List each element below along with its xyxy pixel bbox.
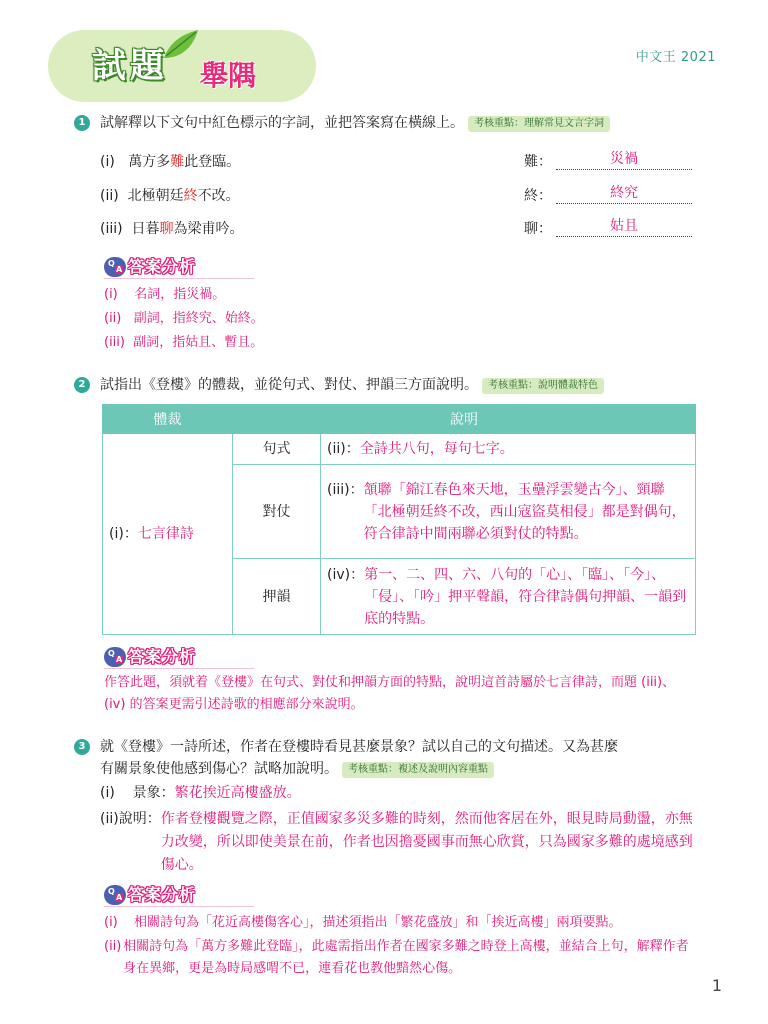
desc-cell: (ii)： 全詩共八句，每句七字。 xyxy=(321,434,696,465)
question-2-tag: 考核重點：說明體裁特色 xyxy=(482,378,604,394)
question-number-3: 3 xyxy=(74,739,90,755)
page-title: 試題 xyxy=(92,46,168,86)
genre-table xyxy=(102,404,696,635)
q3-item-2: (ii) 說明： 作者登樓觀覽之際，正值國家多災多難的時刻，然而他客居在外，眼見時局動盪，亦無力改變，所以即使美景在前，作者也因擔憂國事而無心欣賞，只為國家多難的處境感到傷心。 xyxy=(100,811,693,873)
q3-item-1: (i) 景象：繁花挨近高樓盛放。 xyxy=(100,785,301,801)
brand-label: 中文王 2021 xyxy=(635,50,716,65)
question-1-tag: 考核重點：理解常見文言字詞 xyxy=(468,116,610,132)
question-3-tag: 考核重點：複述及說明內容重點 xyxy=(342,762,494,778)
q3-analysis-badge: Q A 答案分析 xyxy=(104,884,224,906)
q1-item-1: (i) 萬方多難此登臨。 xyxy=(100,154,241,170)
question-number-1: 1 xyxy=(74,115,90,131)
aspect-cell: 押韻 xyxy=(233,559,321,635)
divider xyxy=(104,906,254,907)
divider xyxy=(104,278,254,279)
desc-cell: (iv)： 第一、二、四、六、八句的「心」、「臨」、「今」、「侵」、「吟」押平聲韻，符合律詩偶句押韻、一韻到底的特點。 xyxy=(321,559,696,635)
aspect-cell: 句式 xyxy=(233,434,321,465)
desc-cell: (iii)： 頷聯「錦江春色來天地，玉壘浮雲變古今」、頸聯「北極朝廷終不改，西山寇盜莫相侵」都是對偶句，符合律詩中間兩聯必須對仗的特點。 xyxy=(321,465,696,559)
q1-analysis-2: (ii) 副詞，指終究、始終。 xyxy=(104,311,264,326)
q1-char-3: 聊： xyxy=(524,221,552,237)
qa-icon: Q A xyxy=(104,647,126,667)
q1-analysis-3: (iii) 副詞，指姑且、暫且。 xyxy=(104,335,264,350)
question-2-prompt: 試指出《登樓》的體裁，並從句式、對仗、押韻三方面說明。 考核重點：說明體裁特色 xyxy=(100,374,720,396)
qa-icon: Q A xyxy=(104,257,126,277)
question-number-2: 2 xyxy=(74,377,90,393)
q1-char-1: 難： xyxy=(524,154,552,170)
page-number: 1 xyxy=(711,976,722,995)
q1-answer-1: 災禍 xyxy=(556,152,692,170)
q2-analysis-badge: Q A 答案分析 xyxy=(104,646,224,668)
q3-analysis-2: (ii) 相關詩句為「萬方多難此登臨」，此處需指出作者在國家多難之時登上高樓，並結合上句，解釋作者身在異鄉，更是為時局感喟不已，連看花也教他黯然心傷。 xyxy=(104,939,689,976)
q2-analysis-text: 作答此題，須就着《登樓》在句式、對仗和押韻方面的特點，說明這首詩屬於七言律詩，而題 (iii)、(iv) 的答案更需引述詩歌的相應部分來說明。 xyxy=(104,675,676,712)
table-header-row xyxy=(103,405,696,434)
genre-cell: (i)：七言律詩 xyxy=(103,434,233,635)
page-title-accent: 舉隅 xyxy=(200,59,257,92)
qa-icon: Q A xyxy=(104,885,126,905)
q1-analysis-1: (i) 名詞，指災禍。 xyxy=(104,287,226,302)
table-row xyxy=(103,434,696,465)
question-3-prompt: 就《登樓》一詩所述，作者在登樓時看見甚麼景象？試以自己的文句描述。又為甚麼 有關景象使他感到傷心？試略加說明。 考核重點：複述及說明內容重點 xyxy=(100,739,618,777)
q1-answer-3: 姑且 xyxy=(556,219,692,237)
table-header-desc: 說明 xyxy=(233,405,696,434)
q3-analysis-1: (i) 相關詩句為「花近高樓傷客心」，描述須指出「繁花盛放」和「挨近高樓」兩項要點。 xyxy=(104,915,622,930)
table-header-genre: 體裁 xyxy=(103,405,233,434)
q1-answer-2: 終究 xyxy=(556,186,692,204)
q1-item-3: (iii) 日暮聊為梁甫吟。 xyxy=(100,221,244,237)
q1-item-2: (ii) 北極朝廷終不改。 xyxy=(100,188,240,204)
divider xyxy=(104,668,254,669)
q1-char-2: 終： xyxy=(524,188,552,204)
question-1-prompt: 試解釋以下文句中紅色標示的字詞，並把答案寫在橫線上。 考核重點：理解常見文言字詞 xyxy=(100,112,720,134)
q1-analysis-badge: Q A 答案分析 xyxy=(104,256,224,278)
aspect-cell: 對仗 xyxy=(233,465,321,559)
